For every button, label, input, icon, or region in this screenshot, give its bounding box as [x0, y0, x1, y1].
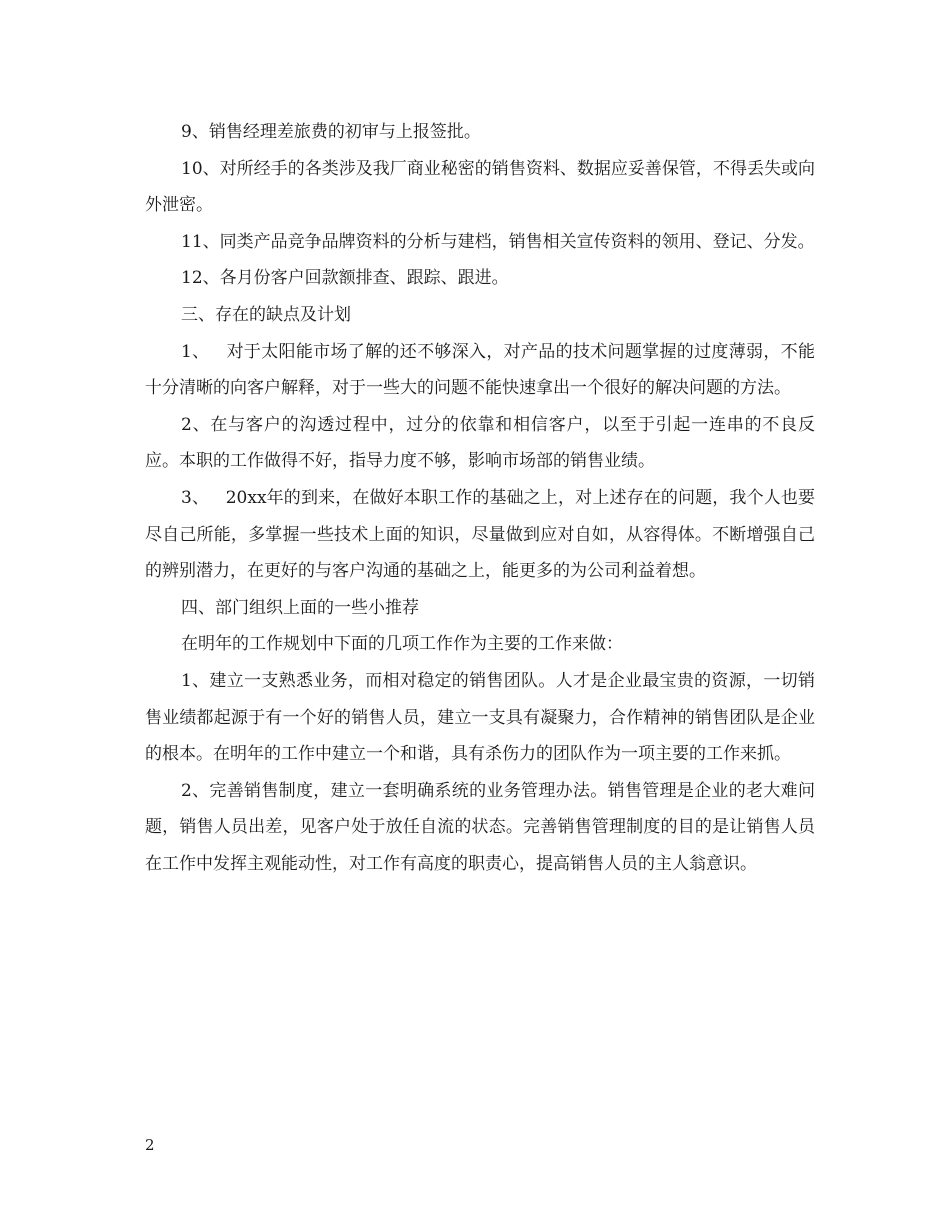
- paragraph-recommendation-1: 1、建立一支熟悉业务，而相对稳定的销售团队。人才是企业最宝贵的资源，一切销售业绩都起源于有一个好的销售人员，建立一支具有凝聚力，合作精神的销售团队是企业的根本。在明年的工作中建立一个和谐，具有杀伤力的团队作为一项主要的工作来抓。: [145, 670, 815, 765]
- paragraph-plan-intro: 在明年的工作规划中下面的几项工作作为主要的工作来做：: [181, 634, 623, 655]
- document-body: [145, 114, 815, 882]
- paragraph-shortcoming-1: 1、 对于太阳能市场了解的还不够深入，对产品的技术问题掌握的过度薄弱，不能十分清晰的向客户解释，对于一些大的问题不能快速拿出一个很好的解决问题的方法。: [145, 341, 815, 399]
- paragraph-shortcoming-3: 3、 20xx年的到来，在做好本职工作的基础之上，对上述存在的问题，我个人也要尽自己所能，多掌握一些技术上面的知识，尽量做到应对自如，从容得体。不断增强自己的辨别潜力，在更好的与客户沟通的基础之上，能更多的为公司利益着想。: [145, 487, 815, 582]
- paragraph-item-9: 9、销售经理差旅费的初审与上报签批。: [181, 122, 481, 142]
- section-heading-3: 三、存在的缺点及计划: [181, 304, 351, 325]
- paragraph-recommendation-2: 2、完善销售制度，建立一套明确系统的业务管理办法。销售管理是企业的老大难问题，销售人员出差，见客户处于放任自流的状态。完善销售管理制度的目的是让销售人员在工作中发挥主观能动性，对工作有高度的职责心，提高销售人员的主人翁意识。: [145, 780, 815, 874]
- page-number: 2: [145, 1136, 155, 1154]
- paragraph-shortcoming-2: 2、在与客户的沟透过程中，过分的依靠和相信客户，以至于引起一连串的不良反应。本职的工作做得不好，指导力度不够，影响市场部的销售业绩。: [145, 414, 815, 472]
- paragraph-item-12: 12、各月份客户回款额排查、跟踪、跟进。: [181, 268, 509, 289]
- paragraph-item-11: 11、同类产品竞争品牌资料的分析与建档，销售相关宣传资料的领用、登记、分发。: [181, 231, 815, 252]
- paragraph-item-10: 10、对所经手的各类涉及我厂商业秘密的销售资料、数据应妥善保管，不得丢失或向外泄密。: [145, 158, 815, 216]
- section-heading-4: 四、部门组织上面的一些小推荐: [181, 597, 419, 618]
